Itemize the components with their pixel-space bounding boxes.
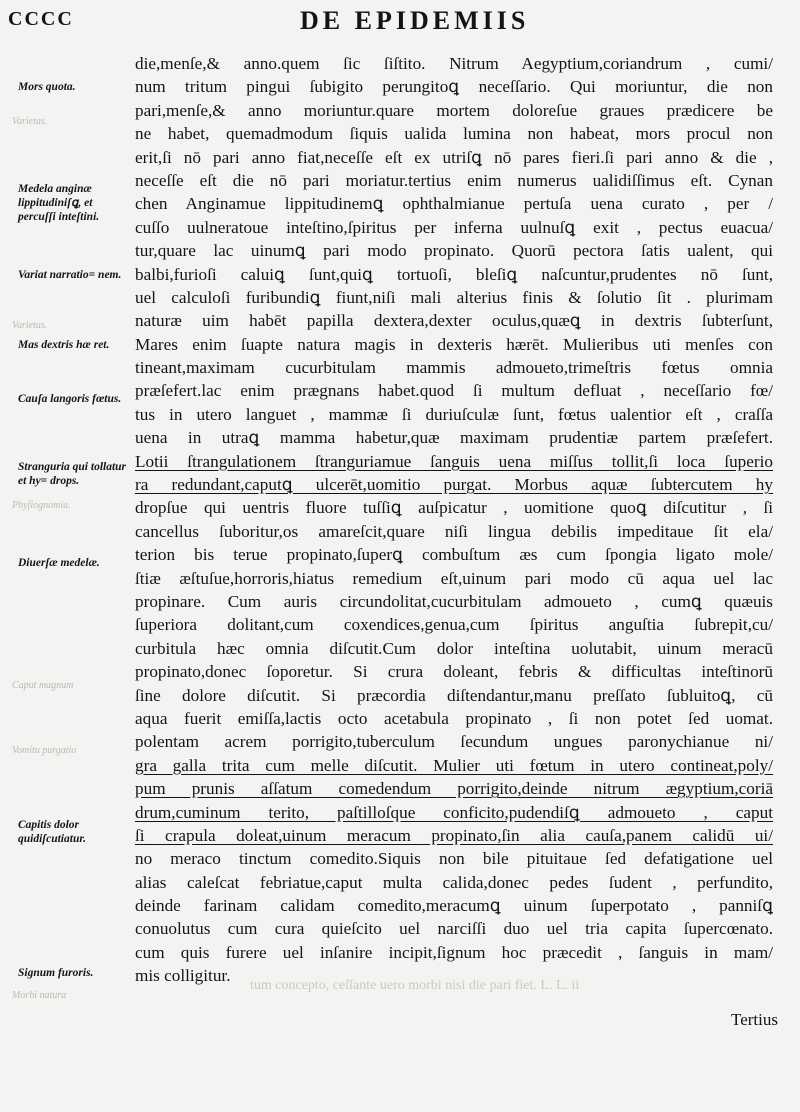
text-line-underlined: ra redundant,caputꝗ ulcerēt,uomitio purgat. Morbus aquæ ſubtercutem hy [135, 475, 773, 495]
text-line: propinare. Cum auris circundolitat,cucurbitulam admoueto , cumꝗ quæuis [135, 591, 773, 611]
text-line: præſefert.lac enim prægnans habet.quod ſi multum defluat , neceſſario fœ/ [135, 381, 773, 401]
text-line: ſuperiora dolitant,cum coxendices,genua,cum ſpiritus anguſtia ſubrepit,cu/ [135, 615, 773, 635]
text-line: uena in utraꝗ mamma habetur,quæ maximam prudentiæ partem præſefert. [135, 428, 773, 448]
show-through-footer: tum concepto, ceſſante uero morbi nisi die pari fiet. L. L. ii [250, 978, 580, 993]
text-line-underlined: Lotii ſtrangulationem ſtranguriamue ſanguis uena miſſus tollit,ſi loca ſuperio [135, 451, 773, 471]
show-through-text: Caput magnum [12, 680, 74, 691]
marginal-note: Mors quota. [18, 81, 76, 93]
folio-number: CCCC [8, 8, 74, 30]
text-line: no meraco tinctum comedito.Siquis non bile pituitaue ſed defatigatione uel [135, 849, 773, 869]
text-line: alias caleſcat febriatue,caput multa calida,donec pedes ſudent , perfundito, [135, 872, 773, 892]
text-line: terion bis terue propinato,ſuperꝗ combuſtum æs cum ſpongia ligato mole/ [135, 545, 773, 565]
marginal-note: Mas dextris hæ ret. [18, 339, 110, 351]
text-line: mis colligitur. [135, 966, 231, 986]
text-line: tur,quare lac uinumꝗ pari modo propinato. Quorū pectora ſatis ualent, qui [135, 241, 773, 261]
show-through-text: Vomitu purgatio [12, 745, 77, 756]
text-line: ſtiæ æſtuſue,horroris,hiatus remedium eſt,uinum pari modo cū aqua uel lac [135, 568, 773, 588]
text-line: naturæ uim habēt papilla dextera,dexter oculus,quæꝗ in dextris ſubterſunt, [135, 311, 773, 331]
text-line: cuſſo uulneratoue inteſtino,ſpiritus per inferna uulnuſꝗ exit , pectus euacua/ [135, 217, 773, 237]
text-line: pari,menſe,& anno moriuntur.quare mortem doloreſue graues prædicere be [135, 100, 773, 120]
main-text-block [135, 52, 773, 988]
show-through-text: Varietas. [12, 116, 48, 127]
text-line: cum quis furere uel inſanire incipit,ſignum hoc præcedit , ſanguis in mam/ [135, 942, 773, 962]
marginal-note: Diuerſæ medelæ. [18, 557, 100, 569]
text-line: tus in utero languet , mammæ ſi duriuſculæ ſunt, fœtus ualentior eſt , craſſa [135, 404, 773, 424]
text-line: tineant,maximam cucurbitulam mammis admoueto,trimeſtris fœtus omnia [135, 358, 773, 378]
text-line: chen Anginamue lippitudinemꝗ ophthalmianue pertuſa uena curato , per / [135, 194, 773, 214]
show-through-text: Varietas. [12, 320, 48, 331]
text-line-underlined: gra galla trita cum melle diſcutit. Mulier uti fœtum in utero contineat,poly/ [135, 755, 773, 775]
marginal-note: Medela anginæ lippitudiniſꝗ, et percuſſi inteſtini. [18, 183, 100, 223]
text-line: balbi,furioſi caluiꝗ ſunt,quiꝗ tortuoſi, bleſiꝗ naſcuntur,prudentes nō ſunt, [135, 264, 773, 284]
text-line: ne habet, quemadmodum ſiquis ualida lumina non habeat, mors procul non [135, 124, 773, 144]
show-through-text: Phyſiognomia. [12, 500, 71, 511]
text-line-underlined: drum,cuminum terito, paſtilloſque conficito,pudendiſꝗ admoueto , caput [135, 802, 773, 822]
marginal-note: Capitis dolor quidiſcutiatur. [18, 819, 87, 845]
text-line-underlined: ſi crapula doleat,uinum meracum propinato,ſin alia cauſa,panem calidū ui/ [135, 825, 773, 845]
text-line: erit,ſi nō pari anno fiat,neceſſe eſt ex utriſꝗ nō pares fieri.ſi pari anno & die , [135, 147, 773, 167]
catchword: Tertius [731, 1010, 778, 1029]
text-line: ſine dolore diſcutit. Si præcordia diſtendantur,manu preſſato ſubluitoꝗ, cū [135, 685, 773, 705]
text-line: curbitula hæc omnia diſcutit.Cum dolor inteſtina uolutabit, uinum meracū [135, 638, 773, 658]
text-line: deinde farinam calidam comedito,meracumꝗ uinum ſuperpotato , panniſꝗ [135, 896, 773, 916]
show-through-text: Morbi natura [12, 990, 67, 1001]
text-line-underlined: pum prunis aſſatum comedendum porrigito,deinde nitrum ægyptium,coriā [135, 779, 773, 799]
text-line: die,menſe,& anno.quem ſic ſiſtito. Nitrum Aegyptium,coriandrum , cumi/ [135, 54, 773, 73]
text-line: aqua fuerit emiſſa,lactis octo acetabula propinato , ſi non potet ſed uomat. [135, 708, 773, 728]
marginal-note: Variat narratio= nem. [18, 269, 122, 281]
text-line: dropſue qui uentris fluore tuſſiꝗ auſpicatur , uomitione quoꝗ diſcutitur , ſi [135, 498, 773, 518]
text-line: propinato,donec ſoporetur. Si crura doleant, febris & difficultas inteſtinorū [135, 662, 773, 682]
marginal-note: Signum furoris. [18, 967, 94, 979]
text-line: cancellus ſuboritur,os amareſcit,quare niſi lingua debilis impeditaue ſit ela/ [135, 521, 773, 541]
marginal-note: Cauſa langoris fœtus. [18, 393, 122, 405]
text-line: num tritum pingui ſubigito perungitoꝗ neceſſario. Qui moriuntur, die non [135, 77, 773, 97]
page-header [0, 4, 800, 38]
text-line: conuolutus cum cura quieſcito uel narciſſi duo uel tria capita ſupercœnato. [135, 919, 773, 939]
text-line: uel calculoſi furibundiꝗ fiunt,niſi mali alterius finis & ſolutio ſit . plurimam [135, 287, 773, 307]
marginal-note: Stranguria qui tollatur et hy= drops. [18, 461, 127, 487]
text-line: Mares enim ſuapte natura magis in dexteris hærēt. Mulieribus uti menſes con [135, 334, 773, 354]
text-line: polentam acrem porrigito,tuberculum ſecundum ungues paronychianue ni/ [135, 732, 773, 752]
text-line: neceſſe eſt die nō pari moriatur.tertius enim numerus ualidiſſimus eſt. Cynan [135, 170, 773, 190]
running-title: DE EPIDEMIIS [300, 6, 530, 35]
